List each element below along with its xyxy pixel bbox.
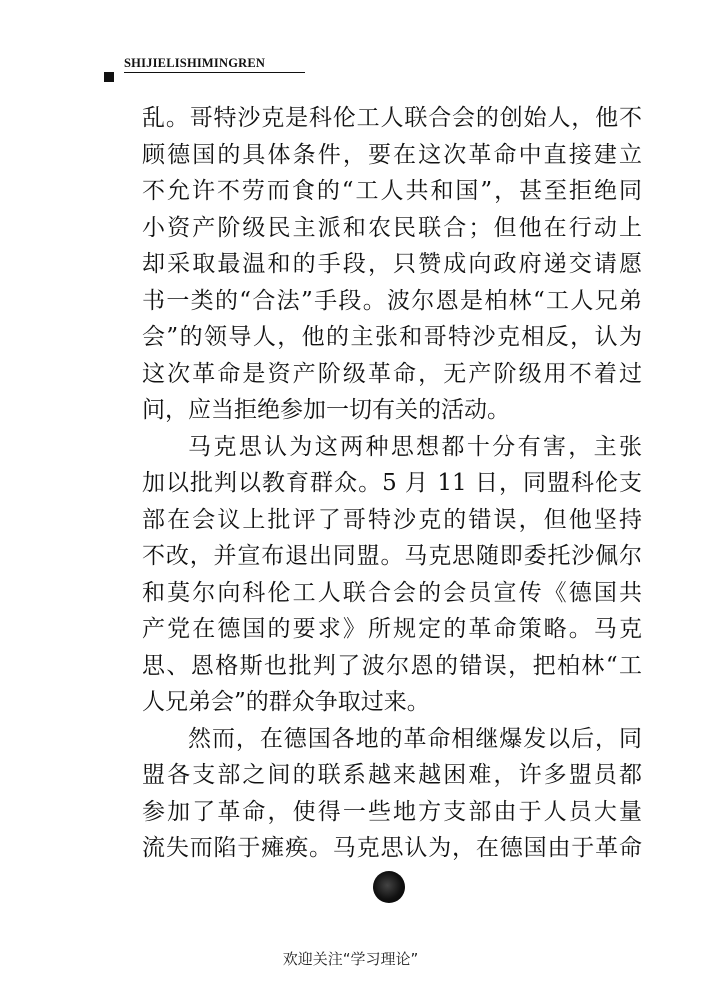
text-line: 参加了革命，使得一些地方支部由于人员大量 (142, 798, 642, 825)
text-line: 不允许不劳而食的“工人共和国”，甚至拒绝同 (142, 178, 642, 204)
footer-note: 欢迎关注“学习理论” (282, 950, 419, 968)
text-line: 不改，并宣布退出同盟。马克思随即委托沙佩尔 (142, 543, 642, 569)
paragraph-start-line: 然而，在德国各地的革命相继爆发以后，同 (188, 725, 642, 752)
text-line: 问，应当拒绝参加一切有关的活动。 (142, 397, 510, 423)
text-line: 这次革命是资产阶级革命，无产阶级用不着过 (142, 360, 642, 387)
paragraph-start-line: 马克思认为这两种思想都十分有害，主张 (188, 433, 642, 460)
text-line: 思、恩格斯也批判了波尔恩的错误，把柏林“工 (142, 652, 642, 679)
text-line: 加以批判以教育群众。5 月 11 日，同盟科伦支 (142, 470, 642, 496)
header-rule (124, 72, 305, 73)
body-text (142, 100, 642, 867)
text-line: 盟各支部之间的联系越来越困难，许多盟员都 (142, 762, 642, 788)
text-line: 乱。哥特沙克是科伦工人联合会的创始人，他不 (142, 105, 642, 131)
text-line: 书一类的“合法”手段。波尔恩是柏林“工人兄弟 (142, 287, 642, 314)
text-line: 小资产阶级民主派和农民联合；但他在行动上 (142, 214, 642, 241)
header-square-marker (104, 72, 114, 82)
text-line: 产党在德国的要求》所规定的革命策略。马克 (142, 616, 642, 642)
text-line: 却采取最温和的手段，只赞成向政府递交请愿 (142, 251, 642, 277)
page-ornament-dot (373, 871, 405, 903)
text-line: 顾德国的具体条件，要在这次革命中直接建立 (142, 141, 642, 168)
text-line: 流失而陷于瘫痪。马克思认为，在德国由于革命 (142, 835, 642, 861)
text-line: 会”的领导人，他的主张和哥特沙克相反，认为 (142, 324, 642, 350)
text-line: 和莫尔向科伦工人联合会的会员宣传《德国共 (142, 579, 642, 606)
running-header: SHIJIELISHIMINGREN (124, 56, 266, 70)
text-line: 部在会议上批评了哥特沙克的错误，但他坚持 (142, 506, 642, 533)
text-line: 人兄弟会”的群众争取过来。 (142, 689, 430, 715)
